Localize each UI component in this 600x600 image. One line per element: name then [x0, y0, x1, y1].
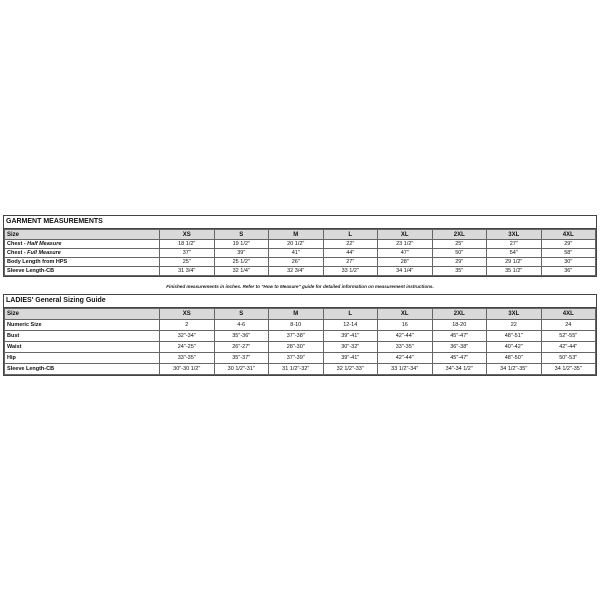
row-label-text: Sleeve Length-CB	[7, 366, 55, 372]
table-row	[5, 331, 596, 342]
table-cell: 41"	[269, 249, 324, 258]
table-cell: 29"	[432, 258, 487, 267]
table-cell: 40"-42"	[487, 342, 542, 353]
table-cell: 34 1/2"-35"	[487, 364, 542, 375]
table-cell: 32 1/4"	[214, 267, 269, 276]
table-cell: 47"	[378, 249, 433, 258]
row-label-emphasis: Full Measure	[27, 250, 61, 256]
table-cell: 18 1/2"	[160, 240, 215, 249]
table-cell: 39"	[214, 249, 269, 258]
table-cell: 28"	[378, 258, 433, 267]
row-label	[5, 258, 160, 267]
row-label	[5, 240, 160, 249]
table-cell: 28"-30"	[269, 342, 324, 353]
table-cell: 30"-30 1/2"	[160, 364, 215, 375]
table-cell: 20 1/2"	[269, 240, 324, 249]
measurement-note: Finished measurements in inches. Refer to "How to Measure" guide for detailed information on measurement instructions.	[166, 284, 434, 289]
size-header-cell: XL	[378, 230, 433, 240]
table-cell: 29"	[541, 240, 596, 249]
table-cell: 39"-41"	[323, 331, 378, 342]
table-cell: 52"-55"	[541, 331, 596, 342]
table-cell: 26"-27"	[214, 342, 269, 353]
size-header-cell: XL	[378, 309, 433, 320]
row-label-text: Chest -	[7, 241, 28, 247]
size-header-cell: M	[269, 230, 324, 240]
table-cell: 4-6	[214, 320, 269, 331]
table-cell: 35"	[432, 267, 487, 276]
table-cell: 8-10	[269, 320, 324, 331]
table-cell: 37"-39"	[269, 353, 324, 364]
table-cell: 36"	[541, 267, 596, 276]
table-cell: 25 1/2"	[214, 258, 269, 267]
table-cell: 42"-44"	[378, 331, 433, 342]
size-header-cell: S	[214, 309, 269, 320]
table-cell: 37"	[160, 249, 215, 258]
table-cell: 24	[541, 320, 596, 331]
table-cell: 12-14	[323, 320, 378, 331]
table-cell: 32 1/2"-33"	[323, 364, 378, 375]
table-cell: 39"-41"	[323, 353, 378, 364]
size-header-cell: 4XL	[541, 230, 596, 240]
size-header-cell: XS	[160, 230, 215, 240]
table-cell: 31 3/4"	[160, 267, 215, 276]
table-cell: 48"-50"	[487, 353, 542, 364]
row-label-text: Hip	[7, 355, 16, 361]
size-header-cell: 2XL	[432, 309, 487, 320]
table-cell: 29 1/2"	[487, 258, 542, 267]
table-cell: 34 1/4"	[378, 267, 433, 276]
row-label-text: Chest -	[7, 250, 28, 256]
size-header-cell: 2XL	[432, 230, 487, 240]
row-label	[5, 364, 160, 375]
size-header-label: Size	[5, 230, 160, 240]
table-cell: 54"	[487, 249, 542, 258]
ladies-sizing-table	[3, 294, 597, 376]
table-cell: 32 3/4"	[269, 267, 324, 276]
size-header-label: Size	[5, 309, 160, 320]
table-cell: 34"-34 1/2"	[432, 364, 487, 375]
row-label-text: Numeric Size	[7, 322, 42, 328]
ladies-table-title: LADIES' General Sizing Guide	[4, 295, 596, 308]
table-row	[5, 267, 596, 276]
table-cell: 35"-36"	[214, 331, 269, 342]
table-cell: 30"-32"	[323, 342, 378, 353]
row-label	[5, 331, 160, 342]
garment-measurements-table	[3, 215, 597, 277]
table-cell: 42"-44"	[541, 342, 596, 353]
size-header-cell: L	[323, 230, 378, 240]
row-label-text: Body Length from HPS	[7, 259, 68, 265]
row-label	[5, 320, 160, 331]
table-row	[5, 258, 596, 267]
table-cell: 23 1/2"	[378, 240, 433, 249]
row-label-emphasis: Half Measure	[27, 241, 62, 247]
row-label-text: Bust	[7, 333, 20, 339]
table-cell: 48"-51"	[487, 331, 542, 342]
size-header-cell: M	[269, 309, 324, 320]
row-label	[5, 249, 160, 258]
size-header-cell: XS	[160, 309, 215, 320]
table-cell: 27"	[487, 240, 542, 249]
table-cell: 35 1/2"	[487, 267, 542, 276]
table-cell: 33 1/2"	[323, 267, 378, 276]
size-header-cell: 4XL	[541, 309, 596, 320]
table-cell: 25"	[432, 240, 487, 249]
table-cell: 26"	[269, 258, 324, 267]
table-cell: 58"	[541, 249, 596, 258]
table-cell: 24"-25"	[160, 342, 215, 353]
table-row	[5, 320, 596, 331]
table-row	[5, 240, 596, 249]
table-cell: 35"-37"	[214, 353, 269, 364]
size-header-row	[5, 309, 596, 320]
table-row	[5, 364, 596, 375]
row-label	[5, 342, 160, 353]
ladies-table	[4, 308, 596, 375]
row-label-text: Sleeve Length-CB	[7, 268, 55, 274]
table-cell: 16	[378, 320, 433, 331]
garment-table	[4, 229, 596, 276]
size-header-cell: S	[214, 230, 269, 240]
table-cell: 45"-47"	[432, 353, 487, 364]
table-cell: 2	[160, 320, 215, 331]
size-header-cell: 3XL	[487, 309, 542, 320]
table-cell: 32"-34"	[160, 331, 215, 342]
garment-table-title: GARMENT MEASUREMENTS	[4, 216, 596, 229]
table-cell: 18-20	[432, 320, 487, 331]
table-cell: 33"-35"	[378, 342, 433, 353]
table-cell: 34 1/2"-35"	[541, 364, 596, 375]
table-cell: 30 1/2"-31"	[214, 364, 269, 375]
table-cell: 30"	[541, 258, 596, 267]
table-cell: 22	[487, 320, 542, 331]
size-header-cell: L	[323, 309, 378, 320]
row-label	[5, 353, 160, 364]
table-cell: 50"-53"	[541, 353, 596, 364]
table-row	[5, 342, 596, 353]
table-cell: 33"-35"	[160, 353, 215, 364]
table-cell: 31 1/2"-32"	[269, 364, 324, 375]
table-cell: 42"-44"	[378, 353, 433, 364]
table-cell: 45"-47"	[432, 331, 487, 342]
table-cell: 33 1/2"-34"	[378, 364, 433, 375]
table-cell: 50"	[432, 249, 487, 258]
table-cell: 19 1/2"	[214, 240, 269, 249]
row-label-text: Waist	[7, 344, 22, 350]
table-cell: 25"	[160, 258, 215, 267]
row-label	[5, 267, 160, 276]
table-cell: 37"-38"	[269, 331, 324, 342]
table-cell: 36"-38"	[432, 342, 487, 353]
table-cell: 27"	[323, 258, 378, 267]
table-row	[5, 353, 596, 364]
table-row	[5, 249, 596, 258]
table-cell: 44"	[323, 249, 378, 258]
table-cell: 22"	[323, 240, 378, 249]
size-header-row	[5, 230, 596, 240]
size-header-cell: 3XL	[487, 230, 542, 240]
